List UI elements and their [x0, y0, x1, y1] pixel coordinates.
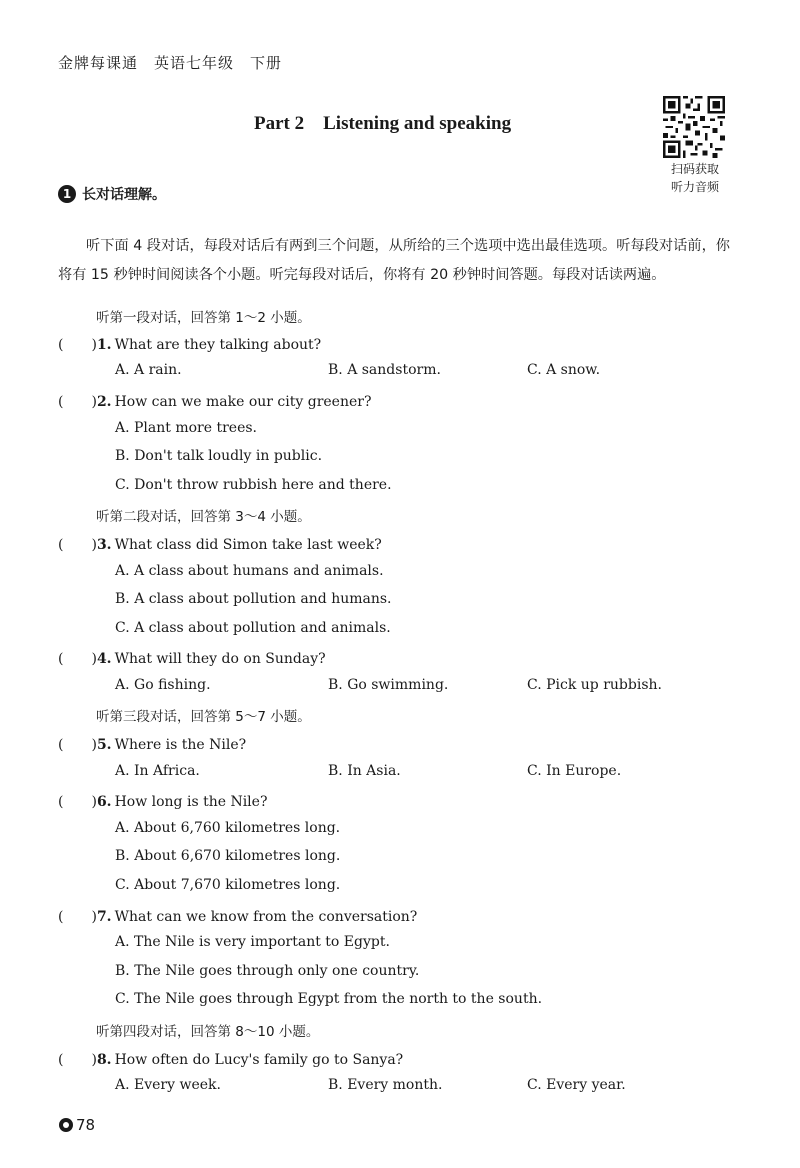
- answer-option[interactable]: B. The Nile goes through only one country.: [115, 963, 420, 979]
- book-header: 金牌每课通 英语七年级 下册: [58, 54, 283, 72]
- answer-option[interactable]: B. Don't talk loudly in public.: [115, 448, 323, 464]
- question-number: 2.: [96, 394, 112, 410]
- answer-option[interactable]: C. About 7,670 kilometres long.: [115, 877, 341, 893]
- question-row: [58, 1049, 403, 1069]
- question-row: [58, 391, 371, 411]
- answer-blank[interactable]: ( ): [58, 1052, 97, 1068]
- question-row: [58, 791, 267, 811]
- answer-option[interactable]: C. A snow.: [527, 362, 601, 378]
- answer-blank[interactable]: ( ): [58, 537, 97, 553]
- intro-paragraph: [58, 232, 730, 289]
- answer-option[interactable]: B. Go swimming.: [328, 677, 449, 693]
- qr-caption-line-1: 扫码获取: [670, 162, 719, 176]
- question-number: 3.: [96, 537, 112, 553]
- answer-option[interactable]: A. Plant more trees.: [115, 420, 258, 436]
- section-title: 长对话理解。: [82, 187, 166, 203]
- answer-option[interactable]: B. In Asia.: [328, 763, 401, 779]
- answer-option[interactable]: B. About 6,670 kilometres long.: [115, 848, 341, 864]
- section-number-badge: 1: [58, 185, 76, 203]
- answer-option[interactable]: B. A class about pollution and humans.: [115, 591, 392, 607]
- answer-option[interactable]: C. A class about pollution and animals.: [115, 620, 391, 636]
- listening-instruction: 听第四段对话，回答第 8～10 小题。: [96, 1024, 320, 1040]
- question-text: How can we make our city greener?: [114, 394, 372, 410]
- answer-blank[interactable]: ( ): [58, 909, 97, 925]
- question-row: [58, 534, 382, 554]
- section-heading: [58, 184, 166, 204]
- question-number: 5.: [96, 737, 112, 753]
- answer-blank[interactable]: ( ): [58, 794, 97, 810]
- answer-blank[interactable]: ( ): [58, 651, 97, 667]
- question-number: 8.: [96, 1052, 112, 1068]
- question-text: What can we know from the conversation?: [114, 909, 418, 925]
- answer-option[interactable]: C. Every year.: [527, 1077, 626, 1093]
- listening-instruction: 听第三段对话，回答第 5～7 小题。: [96, 709, 311, 725]
- intro-text: 听下面 4 段对话，每段对话后有两到三个问题，从所给的三个选项中选出最佳选项。听每段对话前，你将有 15 秒钟时间阅读各个小题。听完每段对话后，你将有 20 秒钟时间答题。每段对话读两遍。: [58, 238, 730, 283]
- page-footer: [58, 1116, 95, 1134]
- answer-option[interactable]: C. The Nile goes through Egypt from the north to the south.: [115, 991, 543, 1007]
- answer-option[interactable]: C. In Europe.: [527, 763, 622, 779]
- question-number: 4.: [96, 651, 112, 667]
- qr-code-icon[interactable]: [663, 96, 725, 158]
- question-text: What are they talking about?: [114, 337, 322, 353]
- question-row: [58, 906, 417, 926]
- answer-option[interactable]: B. Every month.: [328, 1077, 443, 1093]
- answer-option[interactable]: A. Every week.: [115, 1077, 221, 1093]
- question-number: 6.: [96, 794, 112, 810]
- listening-instruction: 听第二段对话，回答第 3～4 小题。: [96, 509, 311, 525]
- question-text: How long is the Nile?: [114, 794, 268, 810]
- question-row: [58, 334, 321, 354]
- question-text: How often do Lucy's family go to Sanya?: [114, 1052, 404, 1068]
- answer-option[interactable]: B. A sandstorm.: [328, 362, 441, 378]
- page-number: 78: [76, 1116, 96, 1134]
- question-row: [58, 648, 326, 668]
- listening-instruction: 听第一段对话，回答第 1～2 小题。: [96, 310, 311, 326]
- answer-option[interactable]: A. A rain.: [115, 362, 182, 378]
- question-text: Where is the Nile?: [114, 737, 247, 753]
- answer-option[interactable]: A. About 6,760 kilometres long.: [115, 820, 341, 836]
- answer-option[interactable]: A. In Africa.: [115, 763, 200, 779]
- qr-caption-line-2: 听力音频: [670, 180, 719, 194]
- answer-option[interactable]: C. Don't throw rubbish here and there.: [115, 477, 392, 493]
- question-text: What will they do on Sunday?: [114, 651, 326, 667]
- answer-blank[interactable]: ( ): [58, 737, 97, 753]
- part-title: Part 2 Listening and speaking: [254, 113, 512, 134]
- question-number: 7.: [96, 909, 112, 925]
- answer-option[interactable]: C. Pick up rubbish.: [527, 677, 662, 693]
- answer-blank[interactable]: ( ): [58, 394, 97, 410]
- answer-option[interactable]: A. Go fishing.: [115, 677, 211, 693]
- flower-icon: [58, 1117, 74, 1133]
- question-number: 1.: [96, 337, 112, 353]
- answer-option[interactable]: A. A class about humans and animals.: [115, 563, 384, 579]
- question-row: [58, 734, 246, 754]
- answer-blank[interactable]: ( ): [58, 337, 97, 353]
- question-text: What class did Simon take last week?: [114, 537, 382, 553]
- answer-option[interactable]: A. The Nile is very important to Egypt.: [115, 934, 390, 950]
